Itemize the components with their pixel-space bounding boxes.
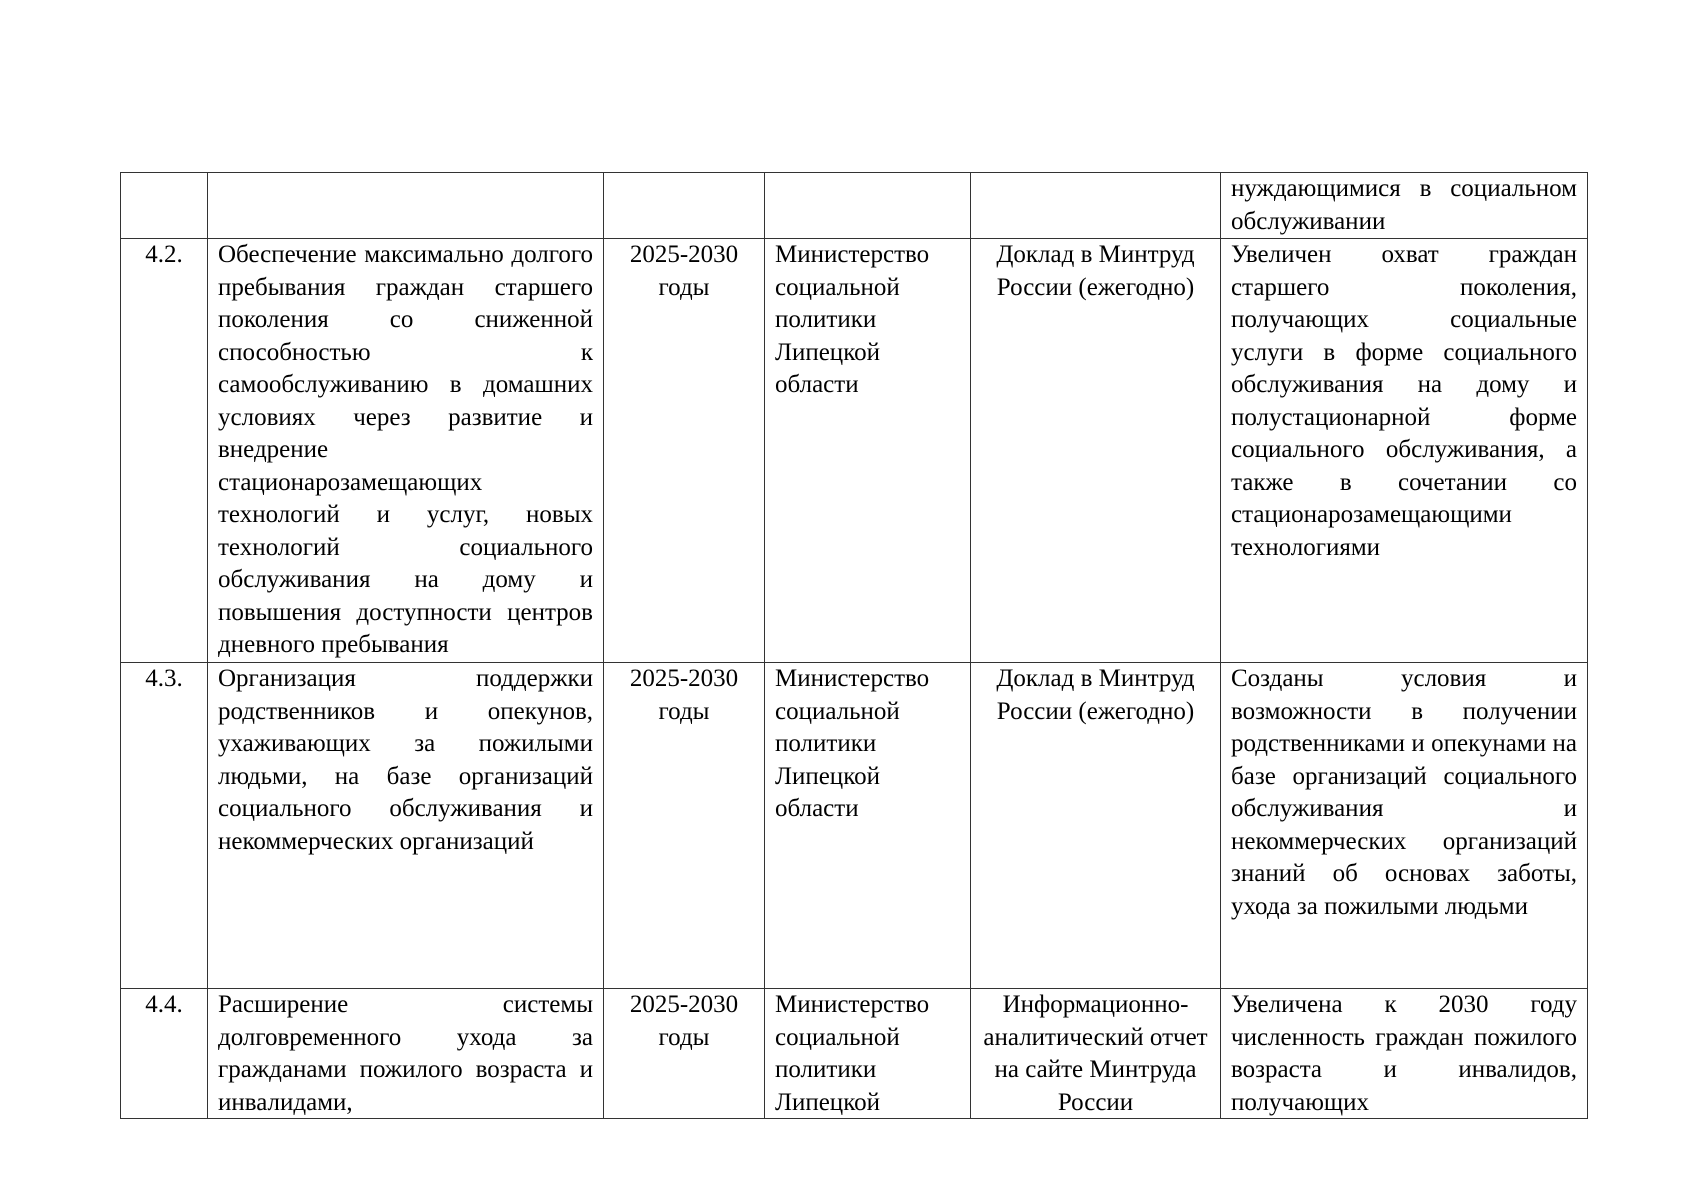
table-row-continuation bbox=[121, 173, 1588, 239]
responsible-cell: Министерство социальной политики Липецкой области bbox=[765, 663, 971, 989]
activity-text: Расширение системы долговременного ухода за гражданами пожилого возраста и инвалидами, bbox=[218, 991, 593, 1116]
reporting-form-cell bbox=[971, 989, 1221, 1119]
responsible-cell bbox=[765, 989, 971, 1119]
responsible-cell bbox=[765, 173, 971, 239]
result-cell: нуждающимися в социальном обслуживании bbox=[1221, 173, 1588, 239]
reporting-form-cell: Доклад в Минтруд России (ежегодно) bbox=[971, 663, 1221, 989]
table-row bbox=[121, 239, 1588, 663]
reporting-form-text: Информационно-аналитический отчет на сайте Минтруда России bbox=[983, 991, 1208, 1116]
result-cell: Увеличен охват граждан старшего поколения, получающих социальные услуги в форме социального обслуживания на дому и полустационарной форме социального обслуживания, а также в сочетании со стационарозамещающими технологиями bbox=[1221, 239, 1588, 663]
reporting-form-cell: Доклад в Минтруд России (ежегодно) bbox=[971, 239, 1221, 663]
table-row bbox=[121, 663, 1588, 989]
row-number-cell: 4.3. bbox=[121, 663, 208, 989]
term-cell: 2025-2030 годы bbox=[604, 989, 765, 1119]
activity-cell bbox=[208, 989, 604, 1119]
term-cell bbox=[604, 173, 765, 239]
responsible-text: Министерство социальной политики Липецкой bbox=[775, 991, 930, 1116]
activity-cell bbox=[208, 173, 604, 239]
responsible-cell: Министерство социальной политики Липецкой области bbox=[765, 239, 971, 663]
activity-cell: Организация поддержки родственников и опекунов, ухаживающих за пожилыми людьми, на базе организаций социального обслуживания и некоммерческих организаций bbox=[208, 663, 604, 989]
result-cell: Созданы условия и возможности в получении родственниками и опекунами на базе организаций социального обслуживания и некоммерческих организаций знаний об основах заботы, ухода за пожилыми людьми bbox=[1221, 663, 1588, 989]
row-number-cell: 4.2. bbox=[121, 239, 208, 663]
activity-cell: Обеспечение максимально долгого пребывания граждан старшего поколения со сниженной способностью к самообслуживанию в домашних условиях через развитие и внедрение стационарозамещающих технологий и услуг, новых технологий социального обслуживания на дому и повышения доступности центров дневного пребывания bbox=[208, 239, 604, 663]
action-plan-table bbox=[120, 172, 1588, 1119]
row-number-cell: 4.4. bbox=[121, 989, 208, 1119]
term-cell: 2025-2030 годы bbox=[604, 663, 765, 989]
term-cell: 2025-2030 годы bbox=[604, 239, 765, 663]
reporting-form-cell bbox=[971, 173, 1221, 239]
result-cell bbox=[1221, 989, 1588, 1119]
row-number-cell bbox=[121, 173, 208, 239]
table-row bbox=[121, 989, 1588, 1119]
result-text: Увеличена к 2030 году численность граждан пожилого возраста и инвалидов, получающих bbox=[1231, 991, 1577, 1116]
